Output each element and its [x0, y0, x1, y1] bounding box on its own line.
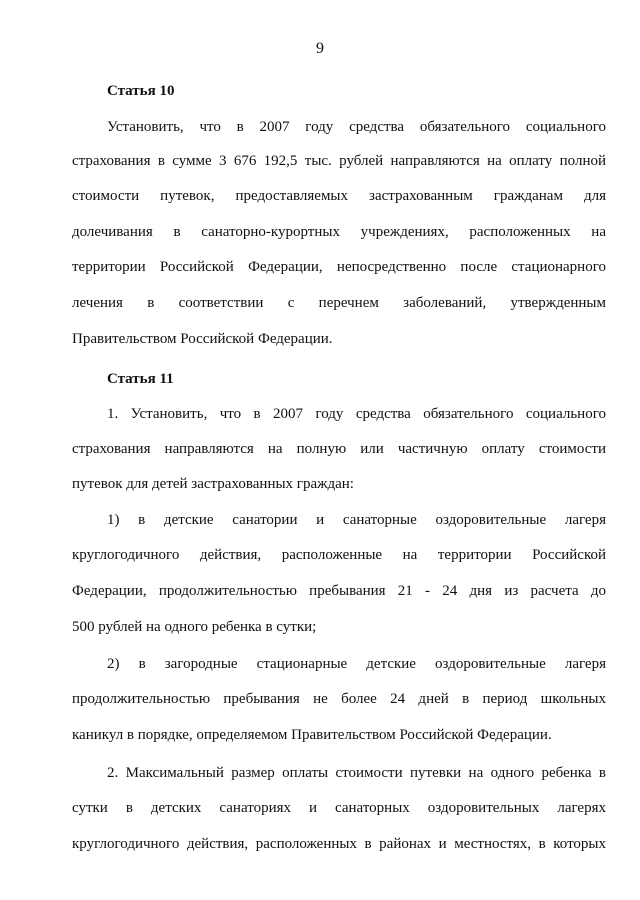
- text-line: продолжительностью пребывания не более 24 дней в период школьных: [72, 691, 606, 707]
- article-11-heading: Статья 11: [107, 371, 174, 387]
- text-line: стоимости путевок, предоставляемых застрахованным гражданам для: [72, 188, 606, 204]
- text-line: каникул в порядке, определяемом Правительством Российской Федерации.: [72, 727, 552, 743]
- text-line: Установить, что в 2007 году средства обязательного социального: [107, 119, 606, 135]
- article-10-heading: Статья 10: [107, 83, 175, 99]
- page-number: 9: [316, 40, 324, 57]
- text-line: 2. Максимальный размер оплаты стоимости путевки на одного ребенка в: [107, 765, 606, 781]
- text-line: сутки в детских санаториях и санаторных оздоровительных лагерях: [72, 800, 606, 816]
- text-line: 500 рублей на одного ребенка в сутки;: [72, 619, 317, 635]
- text-line: путевок для детей застрахованных граждан:: [72, 476, 354, 492]
- text-line: 1) в детские санатории и санаторные оздоровительные лагеря: [107, 512, 606, 528]
- text-line: страхования направляются на полную или частичную оплату стоимости: [72, 441, 606, 457]
- text-line: территории Российской Федерации, непосредственно после стационарного: [72, 259, 606, 275]
- text-line: долечивания в санаторно-курортных учреждениях, расположенных на: [72, 224, 606, 240]
- text-line: круглогодичного действия, расположенные на территории Российской: [72, 547, 606, 563]
- text-line: Правительством Российской Федерации.: [72, 331, 333, 347]
- text-line: 2) в загородные стационарные детские оздоровительные лагеря: [107, 656, 606, 672]
- text-line: Федерации, продолжительностью пребывания 21 - 24 дня из расчета до: [72, 583, 606, 599]
- text-line: 1. Установить, что в 2007 году средства обязательного социального: [107, 406, 606, 422]
- text-line: лечения в соответствии с перечнем заболеваний, утвержденным: [72, 295, 606, 311]
- text-line: страхования в сумме 3 676 192,5 тыс. рублей направляются на оплату полной: [72, 153, 606, 169]
- text-line: круглогодичного действия, расположенных в районах и местностях, в которых: [72, 836, 606, 852]
